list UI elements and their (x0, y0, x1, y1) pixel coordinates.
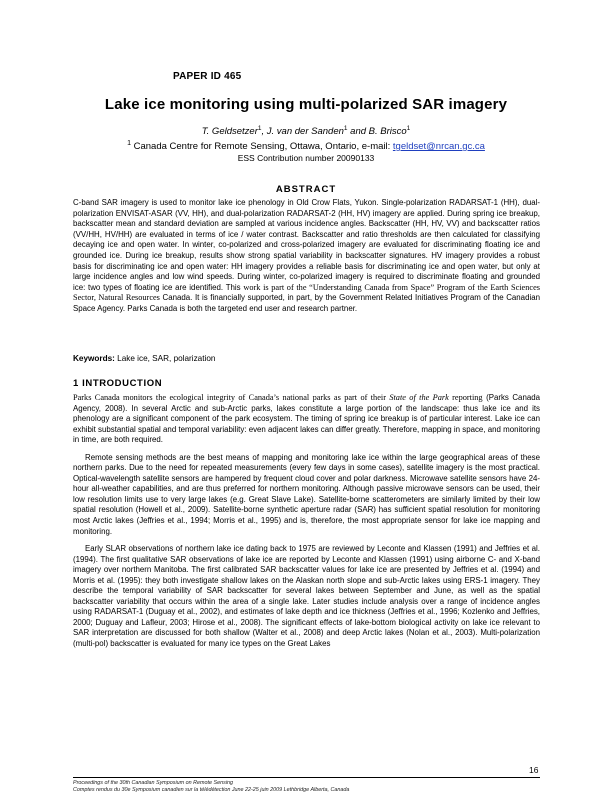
keywords-label: Keywords: (73, 354, 115, 363)
paragraph (73, 393, 540, 446)
author-list (0, 125, 612, 137)
paragraph: Early SLAR observations of northern lake ice dating back to 1975 are reviewed by Leconte and Klassen (1991) and Jeffries et al. (1994). The first qualitative SAR observations of lake ice are reported by Leconte and Klassen (1991) using airborne C- and X-band imagery over northern Manitoba. The first calibrated SAR backscatter values for lake ice are presented by Jeffries et al. (1994) and Morris et al. (1995): they both investigate shallow lakes on the Alaskan north slope and sub-Arctic lakes using ERS-1 imagery. They describe the temporal variability of SAR backscatter for several lakes between September and June, as well as the spatial backscatter variability that occurs within the area of a single lake. Later studies include analysis over a range of incidence angles using RADARSAT-1 (Duguay et al., 2002), and estimates of lake depth and ice thickness (Jeffries et al., 1996; Kozlenko and Jeffries, 2000; Duguay and Lafleur, 2003; Hirose et al., 2008). The significant effects of lake-bottom biological activity on lake ice relevant to SAR interpretation are discussed for both shallow (Walter et al., 2008) and deep Arctic lakes (Nolan et al., 2003). Multi-polarization (multi-pol) backscatter is evaluated for many ice types on the Great Lakes (73, 544, 540, 649)
abstract-text: C-band SAR imagery is used to monitor lake ice phenology in Old Crow Flats, Yukon. Single-polarization RADARSAT-1 (HH), dual-polarization ENVISAT-ASAR (VV, HH), and dual-polarization RADARSAT-2 (HH, HV) imagery are applied. During spring ice breakup, backscatter mean and standard deviation are sampled at various incidence angles. Backscatter (HH, HV, VV) and backscatter ratios (VV/HH, HV/HH) are evaluated in terms of ice / water contrast. Backscatter and ratio thresholds are then calculated for classifying decaying ice and open water. In winter, co-polarized and cross-polarized imagery are evaluated for discriminating floating ice and grounded ice. During ice breakup, results show strong spatial variability in backscatter signatures. HV imagery provides a robust basis for discriminating ice and open water: HH imagery provides a reliable basis for discriminating ice and open water, but only at large incidence angles and low wind speeds. During winter, co-polarized imagery is required to discriminate floating and grounded ice: two types of floating ice are identified. This (73, 198, 540, 292)
affiliation-mark: 1 (257, 125, 262, 132)
affiliation-text: Canada Centre for Remote Sensing, Ottawa, Ontario, e-mail: (133, 141, 393, 153)
paper-id: PAPER ID 465 (173, 71, 242, 82)
contribution-number: ESS Contribution number 20090133 (237, 153, 375, 163)
affiliation-mark: 1 (406, 125, 411, 132)
abstract-heading: ABSTRACT (275, 184, 337, 195)
affiliation-mark: 1 (343, 125, 348, 132)
author-names-2: , J. van der Sanden (261, 126, 344, 138)
footer-divider (73, 777, 540, 778)
affiliation-number: 1 (127, 140, 131, 147)
email-link[interactable]: tgeldset@nrcan.gc.ca (392, 141, 485, 153)
keywords-list: Lake ice, SAR, polarization (114, 354, 216, 363)
affiliation (0, 140, 612, 152)
paragraph-serif-text: Parks Canada monitors the ecological integrity of Canada’s national parks as part of their (73, 393, 390, 402)
abstract-text-tail: Canada. It is financially supported, in part, by the Government Related Initiatives Program of the Canadian Space Agency. Parks Canada is both the targeted end user and research partner. (73, 293, 540, 313)
keywords (73, 354, 215, 363)
abstract-text-serif: work is part of the “Understanding Canada from Space” Program of the Earth Sciences Sector, Natural Resources (73, 282, 540, 303)
author-names-3: and B. Brisco (347, 126, 407, 138)
introduction-body (73, 393, 540, 657)
footer-line: Proceedings of the 30th Canadian Symposium on Remote Sensing (73, 780, 234, 786)
footer-line: Comptes rendus du 30e Symposium canadien sur la télédétection June 22-25 juin 2009 Lethbridge Alberta, Canada (73, 787, 350, 793)
section-heading-introduction: 1 INTRODUCTION (73, 378, 163, 389)
report-title: State of the Park (389, 393, 449, 402)
abstract-body (73, 198, 540, 315)
paragraph: Remote sensing methods are the best means of mapping and monitoring lake ice within the large geographical areas of these northern parks. Due to the need for repeated measurements (every few days in some cases), satellite imagery is the most practical. Optical-wavelength satellite sensors are hampered by frequent cloud cover and polar darkness. Microwave satellite sensors have 24-hour all-weather capabilities, and are thus preferred for northern monitoring. Although passive microwave sensors can be used, their low resolution limits use to very large lakes (e.g. Great Slave Lake). Satellite-borne scatterometers are similarly limited by their low spatial resolution (Howell et al., 2009). Satellite-borne synthetic aperture radar (SAR) has sufficient spatial resolution for monitoring most Arctic lakes (Jeffries et al., 1994; Morris et al., 1995) and is, therefore, the most appropriate sensor for lake ice mapping and monitoring. (73, 452, 540, 536)
author-names-1: T. Geldsetzer (201, 126, 258, 138)
paragraph-serif-text: reporting (448, 393, 483, 402)
paper-title: Lake ice monitoring using multi-polarized SAR imagery (104, 96, 508, 113)
page-number: 16 (529, 765, 539, 775)
paragraph-text: (Parks Canada Agency, 2008). In several Arctic and sub-Arctic parks, lakes constitute a large portion of the landscape: thus lake ice and its phenology are a significant component of the park ecosystem. The timing of spring ice breakup is of particular interest. Lake ice can exhibit substantial spatial and temporal variability: even adjacent lakes can differ greatly. Therefore, mapping in space, and monitoring in time, are both required. (73, 393, 540, 445)
